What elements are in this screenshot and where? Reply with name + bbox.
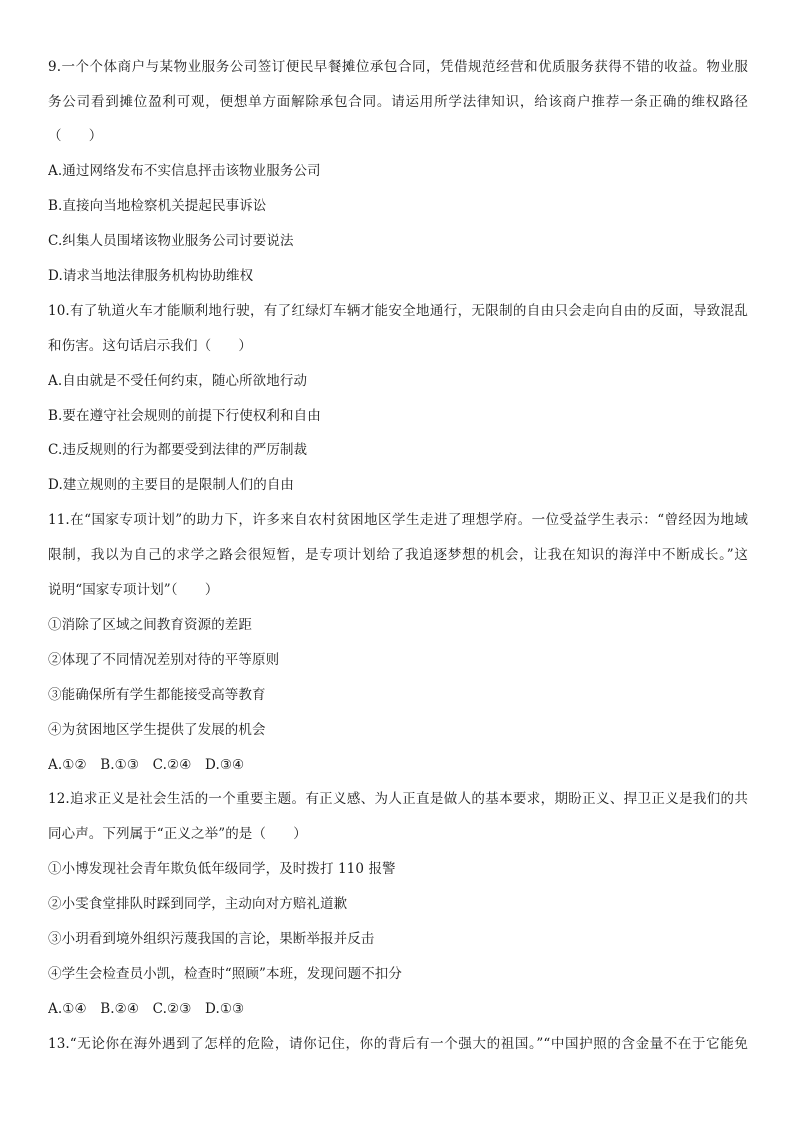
q9-stem-line-2: 务公司看到摊位盈利可观，便想单方面解除承包合同。请运用所学法律知识，给该商户推荐一条正确的维权路径	[48, 94, 748, 110]
q9-stem-line-1: 9.一个个体商户与某物业服务公司签订便民早餐摊位承包合同，凭借规范经营和优质服务获得不错的收益。物业服	[48, 59, 748, 75]
q11-statement-3: ③能确保所有学生都能接受高等教育	[48, 687, 266, 703]
q12-statement-3: ③小玥看到境外组织污蔑我国的言论，果断举报并反击	[48, 931, 375, 947]
q9-option-b: B.直接向当地检察机关提起民事诉讼	[48, 198, 267, 214]
q12-statement-2: ②小雯食堂排队时踩到同学，主动向对方赔礼道歉	[48, 896, 348, 912]
q12-stem-line-2: 同心声。下列属于“正义之举”的是（ ）	[48, 826, 307, 842]
q9-option-c: C.纠集人员围堵该物业服务公司讨要说法	[48, 233, 294, 249]
q11-statement-2: ②体现了不同情况差别对待的平等原则	[48, 652, 280, 668]
q12-stem-line-1: 12.追求正义是社会生活的一个重要主题。有正义感、为人正直是做人的基本要求，期盼正义、捍卫正义是我们的共	[48, 791, 748, 807]
q12-answer-choices: A.①④ B.②④ C.②③ D.①③	[48, 1001, 245, 1017]
q10-option-d: D.建立规则的主要目的是限制人们的自由	[48, 477, 295, 493]
q10-option-c: C.违反规则的行为都要受到法律的严厉制裁	[48, 442, 308, 458]
q12-statement-4: ④学生会检查员小凯，检查时“照顾”本班，发现问题不扣分	[48, 966, 403, 982]
q11-statement-1: ①消除了区域之间教育资源的差距	[48, 617, 252, 633]
q13-stem-line-1: 13.“无论你在海外遇到了怎样的危险，请你记住，你的背后有一个强大的祖国。”“中国护照的含金量不在于它能免	[48, 1036, 748, 1052]
q10-option-b: B.要在遵守社会规则的前提下行使权利和自由	[48, 408, 321, 424]
q10-option-a: A.自由就是不受任何约束，随心所欲地行动	[48, 373, 308, 389]
q9-answer-bracket: （ ）	[48, 128, 103, 144]
q9-option-d: D.请求当地法律服务机构协助维权	[48, 268, 254, 284]
q11-statement-4: ④为贫困地区学生提供了发展的机会	[48, 722, 266, 738]
q10-stem-line-1: 10.有了轨道火车才能顺利地行驶，有了红绿灯车辆才能安全地通行，无限制的自由只会走向自由的反面，导致混乱	[48, 303, 748, 319]
q9-option-a: A.通过网络发布不实信息抨击该物业服务公司	[48, 163, 321, 179]
q12-statement-1: ①小博发现社会青年欺负低年级同学，及时拨打 110 报警	[48, 861, 396, 877]
q10-stem-line-2: 和伤害。这句话启示我们（ ）	[48, 338, 252, 354]
q11-stem-line-2: 限制，我以为自己的求学之路会很短暂，是专项计划给了我追逐梦想的机会，让我在知识的海洋中不断成长。”这	[48, 547, 748, 563]
q11-stem-line-1: 11.在“国家专项计划”的助力下，许多来自农村贫困地区学生走进了理想学府。一位受益学生表示：“曾经因为地域	[48, 512, 748, 528]
q11-answer-choices: A.①② B.①③ C.②④ D.③④	[48, 757, 245, 773]
q11-stem-line-3: 说明“国家专项计划”（ ）	[48, 582, 219, 598]
